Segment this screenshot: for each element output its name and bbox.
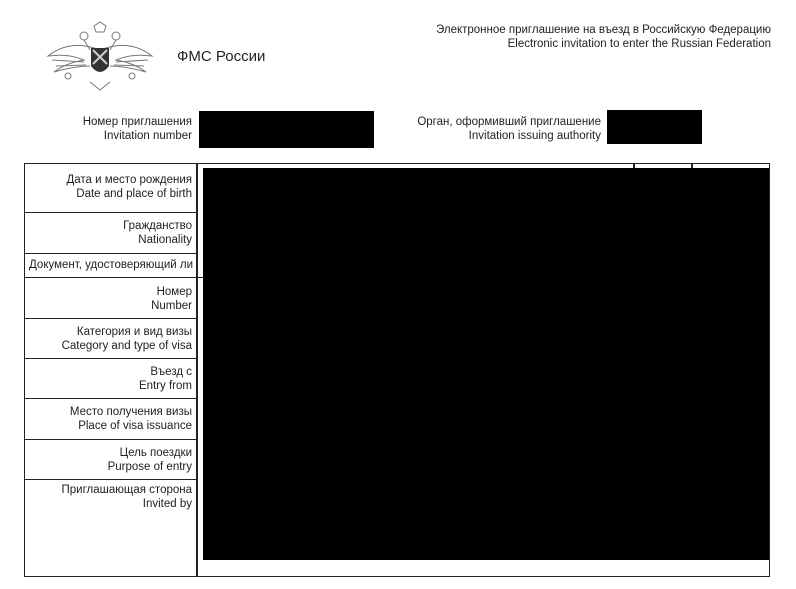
issuing-authority-label-ru: Орган, оформивший приглашение <box>417 116 601 128</box>
row-label-en: Number <box>151 300 192 312</box>
table-row-purpose <box>24 440 198 480</box>
row-label-en: Nationality <box>138 234 192 246</box>
document-title <box>436 23 771 51</box>
document-title-en: Electronic invitation to enter the Russian Federation <box>507 38 771 50</box>
table-row-nationality <box>24 213 198 254</box>
row-label-ru: Цель поездки <box>119 447 192 459</box>
row-label-en: Date and place of birth <box>76 188 192 200</box>
table-row-invited-by <box>24 480 198 577</box>
row-label-en: Invited by <box>142 498 192 510</box>
table-row-number <box>24 278 198 319</box>
document-title-ru: Электронное приглашение на въезд в Российскую Федерацию <box>435 24 771 36</box>
row-label-ru: Дата и место рождения <box>66 174 192 186</box>
org-name: ФМС России <box>177 48 266 65</box>
fms-emblem-icon <box>44 20 156 92</box>
row-label-ru: Категория и вид визы <box>76 326 192 338</box>
row-label-en: Category and type of visa <box>61 340 192 352</box>
issuing-authority-redacted <box>607 110 702 144</box>
personal-data-redacted <box>203 168 769 560</box>
row-label-en: Purpose of entry <box>107 461 192 473</box>
row-label-ru: Документ, удостоверяющий ли <box>29 259 194 271</box>
row-label-ru: Гражданство <box>123 220 192 232</box>
row-label-ru: Номер <box>156 286 192 298</box>
invitation-number-label-ru: Номер приглашения <box>82 116 192 128</box>
row-label-en: Entry from <box>138 380 192 392</box>
invitation-number-label-en: Invitation number <box>103 130 192 142</box>
row-label-ru: Приглашающая сторона <box>61 484 192 496</box>
table-row-entry-from <box>24 359 198 399</box>
issuing-authority-label-en: Invitation issuing authority <box>468 130 601 142</box>
row-label-ru: Место получения визы <box>69 406 192 418</box>
invitation-number-redacted <box>199 111 374 148</box>
row-label-en: Place of visa issuance <box>78 420 192 432</box>
table-row-birth <box>24 163 198 213</box>
row-label-ru: Въезд с <box>150 366 192 378</box>
issuing-authority-label <box>417 115 601 143</box>
table-row-visa-category <box>24 319 198 359</box>
table-row-visa-issuance-place <box>24 399 198 440</box>
invitation-number-label <box>83 115 192 143</box>
